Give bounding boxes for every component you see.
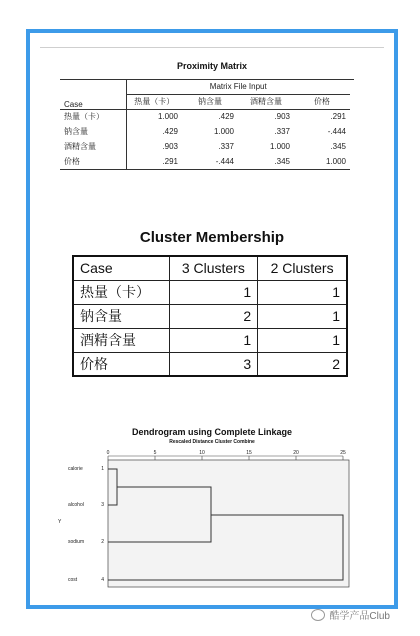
table-row (73, 328, 347, 352)
table-cell: .291 (126, 154, 182, 169)
wechat-icon (311, 609, 325, 621)
dendrogram-title: Dendrogram using Complete Linkage (131, 427, 293, 437)
row-label: 热量（卡） (73, 280, 169, 304)
table-cell: .291 (330, 112, 346, 122)
table-cell: 1 (258, 304, 347, 328)
table-cell: .429 (162, 127, 178, 136)
table-cell: 1 (258, 280, 347, 304)
axis-tick-label: 25 (340, 450, 346, 456)
row-label: 价格 (73, 352, 169, 376)
table-cell: 2 (258, 352, 347, 376)
table-cell: .345 (238, 154, 294, 169)
table-cell: .429 (218, 112, 234, 122)
leaf-id: 4 (101, 577, 104, 583)
row-label: 热量（卡） (60, 109, 126, 124)
proximity-matrix-title: Proximity Matrix (176, 61, 248, 71)
table-cell: -.444 (327, 127, 346, 136)
table-cell: .903 (274, 112, 290, 122)
table-row (60, 154, 350, 169)
table-row (73, 352, 347, 376)
axis-tick-label: 15 (246, 450, 252, 456)
proximity-matrix-table (60, 79, 350, 170)
table-cell: .337 (274, 127, 290, 136)
axis-tick-label: 0 (106, 450, 110, 456)
axis-tick-label: 5 (153, 450, 157, 456)
outer-frame (26, 29, 398, 609)
case-header: Case (60, 94, 126, 109)
column-header: 酒精含量 (238, 94, 294, 109)
table-cell: 3 (169, 352, 258, 376)
dendrogram-plot (30, 445, 394, 605)
column-header: 热量（卡） (126, 94, 182, 109)
leaf-id: 2 (101, 539, 104, 545)
row-label: 酒精含量 (60, 139, 126, 154)
leaf-label: sodium (68, 539, 85, 545)
dendrogram-subtitle: Rescaled Distance Cluster Combine (169, 439, 255, 445)
watermark (311, 607, 390, 622)
table-row (60, 109, 350, 124)
watermark-text: 酷学产品Club (329, 611, 390, 622)
table-cell: 1 (169, 328, 258, 352)
table-row (60, 139, 350, 154)
corner-cell (60, 79, 126, 94)
axis-tick-label: 20 (293, 450, 299, 456)
table-row (73, 280, 347, 304)
table-cell: 1 (258, 328, 347, 352)
case-header: Case (73, 256, 169, 280)
row-label: 价格 (60, 154, 126, 169)
table-row (73, 304, 347, 328)
table-cell: .345 (330, 142, 346, 151)
cluster-membership-table (72, 255, 348, 377)
cluster-membership-title: Cluster Membership (139, 229, 285, 246)
leaf-id: 1 (101, 466, 104, 472)
column-header: 价格 (294, 94, 350, 109)
matrix-file-input-header: Matrix File Input (126, 79, 350, 94)
table-cell: .337 (218, 142, 234, 151)
table-cell: 1.000 (294, 154, 350, 169)
column-header: 钠含量 (182, 94, 238, 109)
table-row (60, 124, 350, 139)
divider (40, 47, 384, 48)
table-header-row (73, 256, 347, 280)
axis-tick-label: 10 (199, 450, 205, 456)
content-panel (30, 33, 394, 605)
leaf-label: calorie (68, 466, 83, 472)
leaf-id: 3 (101, 502, 104, 508)
plot-frame (108, 460, 349, 587)
leaf-label: alcohol (68, 502, 84, 508)
y-axis-label: Y (58, 519, 62, 525)
column-header: 2 Clusters (258, 256, 347, 280)
leaf-label: cost (68, 577, 78, 583)
row-label: 酒精含量 (73, 328, 169, 352)
table-cell: 1.000 (157, 112, 178, 122)
table-cell: 2 (169, 304, 258, 328)
column-header: 3 Clusters (169, 256, 258, 280)
table-cell: 1.000 (213, 127, 234, 136)
table-cell: -.444 (182, 154, 238, 169)
table-cell: .903 (162, 142, 178, 151)
row-label: 钠含量 (73, 304, 169, 328)
row-label: 钠含量 (60, 124, 126, 139)
table-cell: 1 (169, 280, 258, 304)
table-cell: 1.000 (269, 142, 290, 151)
